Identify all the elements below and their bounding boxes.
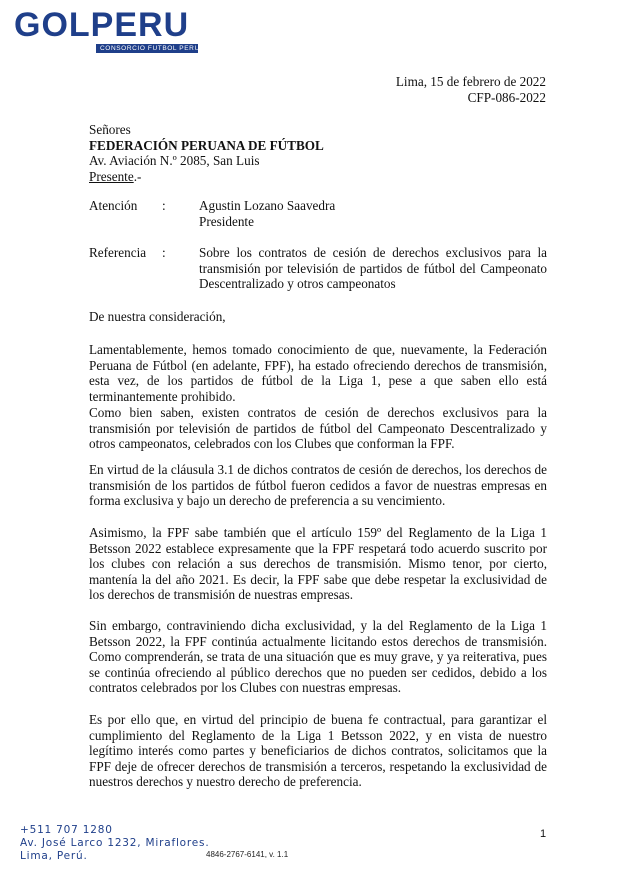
- addressee-block: [89, 122, 324, 184]
- footer-address-line-1: Av. José Larco 1232, Miraflores.: [20, 837, 210, 849]
- attention-title: Presidente: [199, 213, 254, 229]
- reference-label: Referencia: [89, 245, 147, 260]
- attention-name: Agustin Lozano Saavedra: [199, 198, 336, 213]
- attention-label: Atención: [89, 198, 138, 213]
- footer-contact: [20, 824, 209, 863]
- addressee-address: Av. Aviación N.º 2085, San Luis: [89, 153, 260, 169]
- paragraph-1: Lamentablemente, hemos tomado conocimiento de que, nuevamente, la Federación Peruana de Fútbol (en adelante, FPF), ha estado ofreciendo derechos de transmisión, esta vez, de los partidos de fútbol de la Liga 1, pese a que saben ello está terminantemente prohibido.: [89, 342, 547, 404]
- addressee-org: FEDERACIÓN PERUANA DE FÚTBOL: [89, 137, 324, 153]
- attention-colon: :: [162, 198, 166, 213]
- salutation: Señores: [89, 122, 131, 137]
- attention-row: [89, 198, 547, 229]
- letter-header: [396, 74, 546, 105]
- presente-suffix: .-: [133, 168, 142, 184]
- paragraph-3: En virtud de la cláusula 3.1 de dichos contratos de cesión de derechos, los derechos de transmisión de los partidos de fútbol fueron cedidos a favor de nuestras empresas en forma exclusiva y bajo un derecho de preferencia a su vencimiento.: [89, 462, 547, 509]
- reference-colon: :: [162, 245, 166, 260]
- paragraph-4: Asimismo, la FPF sabe también que el artículo 159º del Reglamento de la Liga 1 Betsson 2022 establece expresamente que la FPF respetará todo acuerdo suscrito por los clubes con relación a sus derechos de transmisión. Mismo tenor, por cierto, mantenía la del año 2021. Es decir, la FPF sabe que debe respetar la exclusividad de los derechos de transmisión de nuestras empresas.: [89, 525, 547, 603]
- paragraph-5: Sin embargo, contraviniendo dicha exclusividad, y la del Reglamento de la Liga 1 Betsson 2022, la FPF continúa actualmente licitando estos derechos de transmisión. Como comprenderán, se trata de una situación que es muy grave, y ya reiterativa, pues se continúa ofreciendo al público derechos que no pueden ser cedidos, debido a los contratos celebrados por los Clubes con nuestras empresas.: [89, 618, 547, 696]
- footer-phone: +511 707 1280: [20, 824, 113, 836]
- paragraph-2: Como bien saben, existen contratos de cesión de derechos exclusivos para la transmisión por televisión de partidos de fútbol del Campeonato Descentralizado y otros campeonatos, celebrados con los Clubes que conforman la FPF.: [89, 405, 547, 452]
- logo-tagline: CONSORCIO FUTBOL PERU: [96, 44, 198, 53]
- presente-text: Presente: [89, 168, 134, 184]
- footer-address-line-2: Lima, Perú.: [20, 850, 88, 862]
- golperu-logo: [14, 8, 198, 53]
- greeting: De nuestra consideración,: [89, 309, 226, 324]
- logo-wordmark: GOLPERU: [14, 6, 190, 44]
- reference-row: [89, 245, 547, 292]
- paragraph-6: Es por ello que, en virtud del principio de buena fe contractual, para garantizar el cumplimiento del Reglamento de la Liga 1 Betsson 2022, y en vista de nuestro legítimo interés como partes y beneficiarios de dichos contratos, solicitamos que la FPF deje de ofrecer derechos de transmisión a terceros, respetando la exclusividad de nuestros derechos y nuestro derecho de preferencia.: [89, 712, 547, 790]
- page-number: 1: [540, 828, 547, 840]
- letter-reference-code: CFP-086-2022: [467, 89, 546, 105]
- letter-date: Lima, 15 de febrero de 2022: [395, 74, 546, 89]
- reference-text: Sobre los contratos de cesión de derechos exclusivos para la transmisión por televisión de partidos de fútbol del Campeonato Descentralizado y otros campeonatos: [199, 245, 547, 292]
- document-id: 4846-2767-6141, v. 1.1: [206, 850, 289, 859]
- presente-line: [89, 169, 324, 185]
